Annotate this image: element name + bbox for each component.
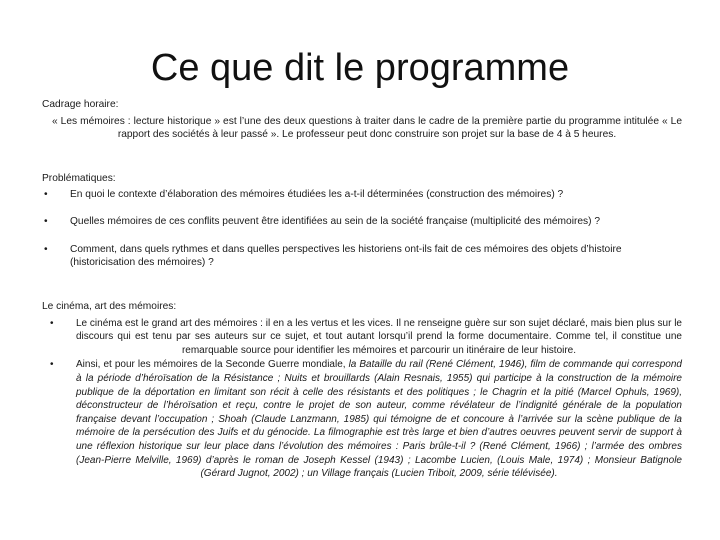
list-item [42, 215, 682, 229]
bullet: • [50, 359, 54, 371]
bullet: • [50, 317, 54, 329]
page-title: Ce que dit le programme [150, 47, 570, 89]
list-item [42, 317, 682, 358]
film-list-text: la Bataille du rail (René Clément, 1946), film de commande qui correspond à la période d’héroïsation de la Résistance ; Nuits et brouillards (Alain Resnais, 1955) qui participe à la construction de la mémoire publique de la déportation en limitant son récit à celle des résistants et des politiques ; le Chagrin et la pitié (Marcel Ophuls, 1969), déconstructeur de l’héroïsation et reçu, contre le projet de son auteur, comme révélateur de l’indignité générale de la population française devant l’occupation ; Shoah (Claude Lanzmann, 1985) qui témoigne de et concoure à l’arrivée sur la scène publique de la mémoire de la persécution des Juifs et du génocide. La filmographie est très large et bien d’autres oeuvres peuvent servir de support à une réflexion historique sur leur place dans l’évolution des mémoires : Paris brûle-t-il ? (René Clément, 1966) ; l’armée des ombres (Jean-Pierre Melville, 1969) d’après le roman de Joseph Kessel (1943) ; Lacombe Lucien, (Louis Male, 1974) ; Monsieur Batignole (Gérard Jugnot, 2002) ; un Village français (Lucien Triboit, 2009, série télévisée). [76, 359, 682, 480]
cadrage-text: « Les mémoires : lecture historique » est l’une des deux questions à traiter dans le cadre de la première partie du programme intitulée « Le rapport des sociétés à leur passé ». Le professeur peut donc construire son projet sur la base de 4 à 5 heures. [52, 115, 682, 141]
cadrage-heading: Cadrage horaire: [42, 99, 119, 110]
list-item-text: Quelles mémoires de ces conflits peuvent être identifiées au sein de la société française (multiplicité des mémoires) ? [70, 216, 600, 228]
bullet: • [44, 216, 48, 228]
list-item-text: Le cinéma est le grand art des mémoires : il en a les vertus et les vices. Il ne renseigne guère sur son sujet déclaré, mais bien plus sur le discours qui est tenu par ses auteurs sur ce sujet, et tout autant lorsqu’il prend la forme documentaire. Comme tel, il constitue une remarquable source pour identifier les mémoires et parcourir un itinéraire de leur histoire. [76, 317, 682, 356]
list-item [42, 188, 682, 202]
list-item-text: En quoi le contexte d’élaboration des mémoires étudiées les a-t-il déterminées (construction des mémoires) ? [70, 188, 564, 200]
list-item-text: Comment, dans quels rythmes et dans quelles perspectives les historiens ont-ils fait de ces mémoires des objets d’histoire (historicisation des mémoires) ? [70, 243, 622, 269]
cinema-heading: Le cinéma, art des mémoires: [42, 301, 177, 312]
list-item-text-start: Ainsi, et pour les mémoires de la Seconde Guerre mondiale, [76, 359, 349, 371]
bullet: • [44, 243, 48, 255]
cadrage-section [42, 98, 682, 142]
cinema-section [42, 300, 682, 481]
list-item [42, 358, 682, 480]
list-item [42, 243, 682, 270]
bullet: • [44, 188, 48, 200]
problematiques-heading: Problématiques: [42, 173, 116, 184]
problematiques-section [42, 172, 682, 270]
